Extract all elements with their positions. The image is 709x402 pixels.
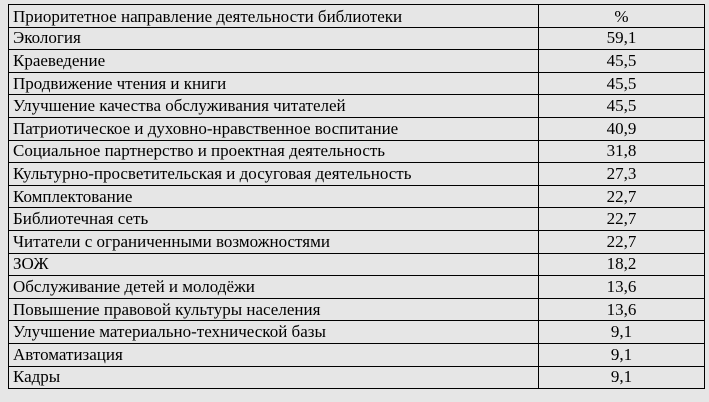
row-direction: Комплектование [9, 185, 539, 208]
table-row [9, 50, 705, 73]
table-row [9, 27, 705, 50]
table-row [9, 185, 705, 208]
row-percent: 13,6 [539, 298, 705, 321]
row-direction: Повышение правовой культуры населения [9, 298, 539, 321]
row-percent: 18,2 [539, 253, 705, 276]
table-row [9, 163, 705, 186]
row-percent: 13,6 [539, 276, 705, 299]
row-percent: 40,9 [539, 117, 705, 140]
row-percent: 31,8 [539, 140, 705, 163]
table-row [9, 321, 705, 344]
table-row [9, 95, 705, 118]
table-row [9, 140, 705, 163]
row-percent: 27,3 [539, 163, 705, 186]
row-direction: Продвижение чтения и книги [9, 72, 539, 95]
row-direction: Улучшение качества обслуживания читателей [9, 95, 539, 118]
row-direction: Патриотическое и духовно-нравственное воспитание [9, 117, 539, 140]
row-direction: Библиотечная сеть [9, 208, 539, 231]
header-percent: % [539, 5, 705, 28]
row-direction: Культурно-просветительская и досуговая деятельность [9, 163, 539, 186]
table-header-row [9, 5, 705, 28]
row-direction: Экология [9, 27, 539, 50]
row-direction: Социальное партнерство и проектная деятельность [9, 140, 539, 163]
row-direction: Краеведение [9, 50, 539, 73]
row-percent: 45,5 [539, 95, 705, 118]
row-percent: 9,1 [539, 321, 705, 344]
row-percent: 59,1 [539, 27, 705, 50]
row-direction: Обслуживание детей и молодёжи [9, 276, 539, 299]
row-direction: Читатели с ограниченными возможностями [9, 230, 539, 253]
table-row [9, 117, 705, 140]
table-body [9, 27, 705, 389]
table-row [9, 343, 705, 366]
row-direction: Кадры [9, 366, 539, 389]
library-priorities-table [8, 4, 705, 389]
table-row [9, 230, 705, 253]
row-percent: 22,7 [539, 185, 705, 208]
row-direction: Автоматизация [9, 343, 539, 366]
table-row [9, 276, 705, 299]
table-row [9, 72, 705, 95]
table-row [9, 366, 705, 389]
row-direction: Улучшение материально-технической базы [9, 321, 539, 344]
row-percent: 45,5 [539, 50, 705, 73]
row-percent: 9,1 [539, 343, 705, 366]
row-percent: 22,7 [539, 208, 705, 231]
header-direction: Приоритетное направление деятельности библиотеки [9, 5, 539, 28]
row-percent: 22,7 [539, 230, 705, 253]
row-percent: 9,1 [539, 366, 705, 389]
table-row [9, 208, 705, 231]
table-row [9, 253, 705, 276]
row-percent: 45,5 [539, 72, 705, 95]
row-direction: ЗОЖ [9, 253, 539, 276]
table-row [9, 298, 705, 321]
